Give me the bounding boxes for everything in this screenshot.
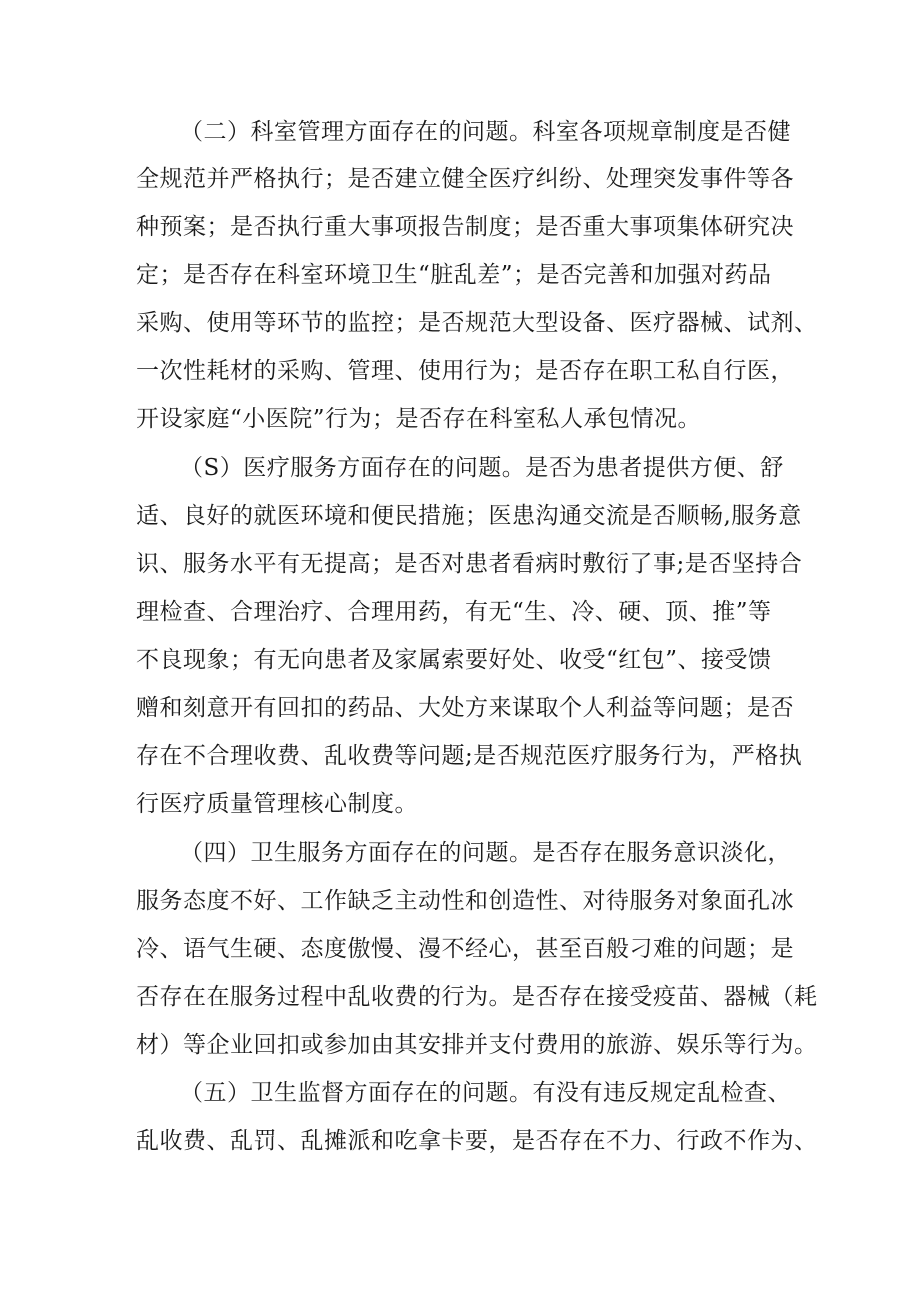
paragraph-2-line-6: 一次性耗材的采购、管理、使用行为；是否存在职工私自行医， — [136, 358, 794, 384]
paragraph-2-line-5: 采购、使用等环节的监控；是否规范大型设备、医疗器械、试剂、 — [136, 310, 818, 336]
paragraph-5-line-2: 乱收费、乱罚、乱摊派和吃拿卡要，是否存在不力、行政不作为、 — [136, 1128, 818, 1154]
paragraph-3-line-7: 存在不合理收费、乱收费等问题;是否规范医疗服务行为，严格执 — [136, 743, 803, 769]
paragraph-4-line-5: 材）等企业回扣或参加由其安排并支付费用的旅游、娱乐等行为。 — [136, 1032, 818, 1058]
paragraph-2-line-4: 定；是否存在科室环境卫生“脏乱差”；是否完善和加强对药品 — [136, 262, 772, 288]
paragraph-3-line-8: 行医疗质量管理核心制度。 — [136, 791, 418, 817]
paragraph-3-line-5: 不良现象；有无向患者及家属索要好处、收受“红包”、接受馈 — [136, 647, 772, 673]
paragraph-2-line-2: 全规范并严格执行；是否建立健全医疗纠纷、处理突发事件等各 — [136, 166, 794, 192]
paragraph-2-line-1: （二）科室管理方面存在的问题。科室各项规章制度是否健 — [180, 119, 791, 145]
paragraph-4-line-4: 否存在在服务过程中乱收费的行为。是否存在接受疫苗、器械（耗 — [136, 984, 818, 1010]
paragraph-4-line-2: 服务态度不好、工作缺乏主动性和创造性、对待服务对象面孔冰 — [136, 888, 794, 914]
paragraph-4-line-3: 冷、语气生硬、态度傲慢、漫不经心，甚至百般刁难的问题；是 — [136, 936, 794, 962]
paragraph-3-line-1: （S）医疗服务方面存在的问题。是否为患者提供方便、舒 — [180, 455, 784, 481]
paragraph-3-line-3: 识、服务水平有无提高；是否对患者看病时敷衍了事;是否坚持合 — [136, 551, 803, 577]
paragraph-3-line-4: 理检查、合理治疗、合理用药，有无“生、冷、硬、顶、推”等 — [136, 599, 772, 625]
paragraph-2-line-3: 种预案；是否执行重大事项报告制度；是否重大事项集体研究决 — [136, 214, 794, 240]
paragraph-5-line-1: （五）卫生监督方面存在的问题。有没有违反规定乱检查、 — [180, 1080, 791, 1106]
paragraph-3-line-6: 赠和刻意开有回扣的药品、大处方来谋取个人利益等问题；是否 — [136, 695, 794, 721]
paragraph-3-line-2: 适、良好的就医环境和便民措施；医患沟通交流是否顺畅,服务意 — [136, 503, 802, 529]
paragraph-4-line-1: （四）卫生服务方面存在的问题。是否存在服务意识淡化， — [180, 840, 791, 866]
paragraph-2-line-7: 开设家庭“小医院”行为；是否存在科室私人承包情况。 — [136, 406, 702, 432]
